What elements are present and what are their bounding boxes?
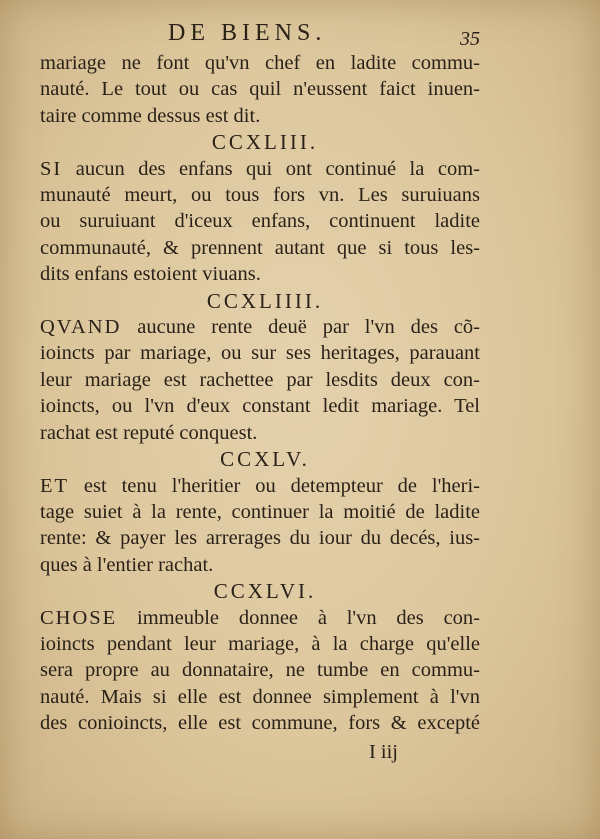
line-text: tage suiet à la rente, continuer la moitié de ladite — [40, 500, 480, 523]
running-title: DE BIENS. — [168, 20, 327, 46]
line-text: ioincts pendant leur mariage, à la charge qu'elle — [40, 632, 480, 655]
line-text: ioincts, ou l'vn d'eux constant ledit mariage. Tel — [40, 395, 480, 418]
text-line — [40, 235, 480, 261]
text-line — [40, 314, 480, 340]
line-text: CCXLV. — [220, 447, 310, 472]
text-line — [40, 340, 480, 366]
text-line — [40, 182, 480, 208]
text-line — [40, 605, 480, 631]
line-text: taire comme dessus est dit. — [40, 104, 261, 127]
text-line — [40, 393, 480, 419]
line-text: rachat est reputé conquest. — [40, 421, 258, 444]
folio-number: 35 — [460, 28, 480, 50]
line-text: dits enfans estoient viuans. — [40, 263, 261, 286]
text-line — [40, 552, 480, 578]
lead-word: CHOSE — [40, 606, 118, 629]
line-text: nauté. Mais si elle est donnee simplement à l'vn — [40, 685, 480, 708]
text-line — [40, 50, 480, 76]
line-text: leur mariage est rachettee par lesdits deux con- — [40, 368, 480, 391]
lead-word: SI — [40, 157, 63, 180]
line-text: aucune rente deuë par l'vn des cõ- — [121, 316, 480, 339]
line-text: nauté. Le tout ou cas quil n'eussent faict inuen- — [40, 78, 480, 101]
text-line — [40, 76, 480, 102]
line-text: munauté meurt, ou tous fors vn. Les suruiuans — [40, 184, 480, 207]
text-line — [40, 261, 480, 287]
text-line — [40, 499, 480, 525]
line-text: ou suruiuant d'iceux enfans, continuent ladite — [40, 210, 480, 233]
lead-word: QVAND — [40, 316, 122, 339]
text-line — [40, 473, 480, 499]
text-line — [40, 631, 480, 657]
line-text: CCXLIIII. — [206, 288, 324, 313]
article-number — [40, 129, 480, 155]
text-line — [40, 103, 480, 129]
line-text: sera propre au donnataire, ne tumbe en commu- — [40, 659, 480, 682]
line-text: communauté, & prennent autant que si tous les- — [40, 236, 480, 259]
line-text: ques à l'entier rachat. — [40, 553, 214, 576]
text-line — [40, 710, 480, 736]
line-text: est tenu l'heritier ou detempteur de l'heri- — [69, 474, 480, 497]
line-text: rente: & payer les arrerages du iour du decés, ius- — [40, 527, 480, 550]
line-text: ioincts par mariage, ou sur ses heritages, parauant — [40, 342, 480, 365]
text-line — [40, 525, 480, 551]
article-number — [40, 446, 480, 472]
line-text: des conioincts, elle est commune, fors & excepté — [40, 712, 480, 735]
text-line — [40, 420, 480, 446]
text-line — [40, 156, 480, 182]
text-line — [40, 684, 480, 710]
line-text: mariage ne font qu'vn chef en ladite commu- — [40, 52, 480, 74]
text-line — [40, 657, 480, 683]
line-text: aucun des enfans qui ont continué la com- — [62, 157, 480, 180]
lead-word: ET — [40, 474, 70, 497]
article-number — [40, 578, 480, 604]
line-text: CCXLIII. — [211, 130, 319, 155]
line-text: CCXLVI. — [213, 579, 317, 604]
article-number — [40, 288, 480, 314]
text-line — [40, 367, 480, 393]
text-block — [40, 50, 480, 765]
text-line — [40, 208, 480, 234]
line-text: immeuble donnee à l'vn des con- — [117, 606, 480, 629]
signature-mark: I iij — [368, 740, 398, 763]
